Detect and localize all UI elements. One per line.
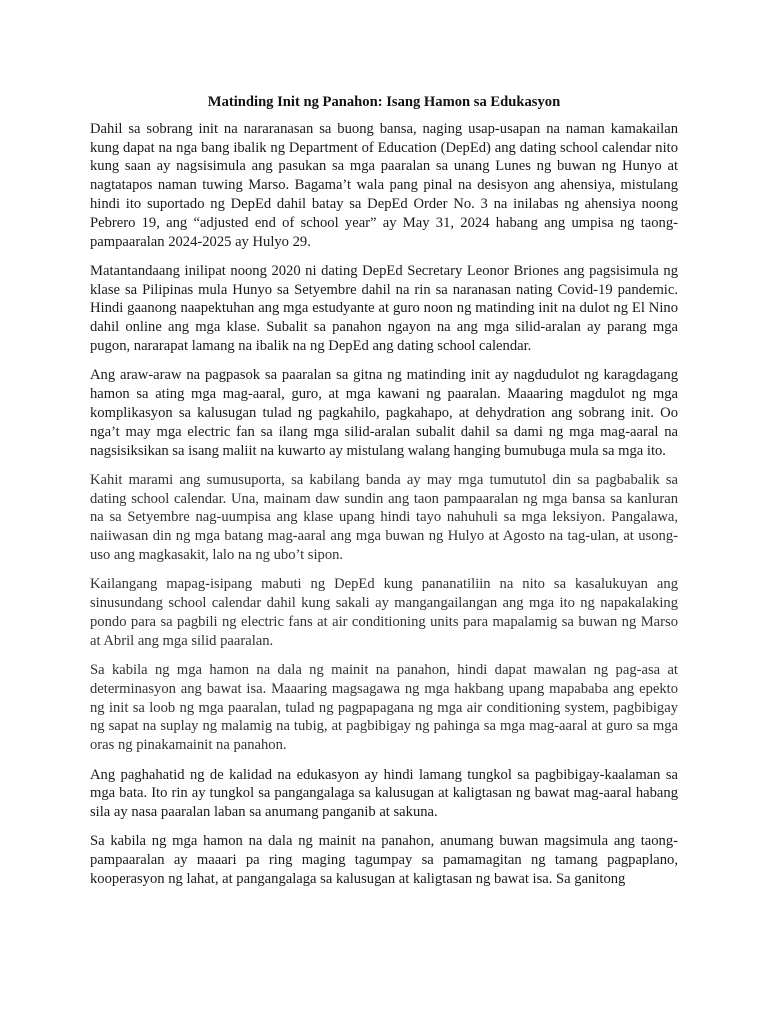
document-title: Matinding Init ng Panahon: Isang Hamon sa Edukasyon [207, 94, 561, 110]
document-body [90, 93, 678, 899]
paragraph-6: Sa kabila ng mga hamon na dala ng mainit na panahon, hindi dapat mawalan ng pag-asa at determinasyon ang bawat isa. Maaaring magsagawa ng mga hakbang upang mapababa ang epekto ng init sa loob ng mga paaralan, tulad ng pagpapagana ng mga air conditioning system, pagbibigay ng sapat na suplay ng malamig na tubig, at pagbibigay ng pahinga sa mga mag-aaral at guro sa mga oras ng pinakamainit na panahon. [90, 662, 678, 754]
paragraph-3: Ang araw-araw na pagpasok sa paaralan sa gitna ng matinding init ay nagdudulot ng karagdagang hamon sa ating mga mag-aaral, guro, at mga kawani ng paaralan. Maaaring magdulot ng mga komplikasyon sa kalusugan tulad ng pagkahilo, pagkahapo, at dehydration ang sobrang init. Oo nga’t may mga electric fan sa ilang mga silid-aralan subalit dahil sa dami ng mga mag-aaral na nagsisiksikan sa isang maliit na kuwarto ay mistulang walang hanging bumubuga mula sa mga ito. [90, 367, 678, 459]
paragraph-5: Kailangang mapag-isipang mabuti ng DepEd kung pananatiliin na nito sa kasalukuyan ang sinusundang school calendar dahil kung sakali ay mangangailangan ang mga ito ng napakalaking pondo para sa pagbili ng electric fans at air conditioning units para mapalamig sa buwan ng Marso at Abril ang mga silid paaralan. [90, 576, 678, 649]
paragraph-4: Kahit marami ang sumusuporta, sa kabilang banda ay may mga tumututol din sa pagbabalik sa dating school calendar. Una, mainam daw sundin ang taon pampaaralan ng mga bansa sa kanluran na sa Setyembre nag-uumpisa ang klase upang hindi tayo nahuhuli sa mga leksiyon. Pangalawa, naiiwasan din ng mga batang mag-aaral ang mga buwan ng Hulyo at Agosto na tag-ulan, at usong-uso ang magkasakit, lalo na ng ubo’t sipon. [90, 471, 678, 564]
paragraph-2: Matantandaang inilipat noong 2020 ni dating DepEd Secretary Leonor Briones ang pagsisimula ng klase sa Pilipinas mula Hunyo sa Setyembre dahil na rin sa naranasan nating Covid-19 pandemic. Hindi gaanong naapektuhan ang mga estudyante at guro noon ng matinding init na dulot ng El Nino dahil online ang mga klase. Subalit sa panahon ngayon na ang mga silid-aralan ay parang mga pugon, nararapat lamang na ibalik na ng DepEd ang dating school calendar. [90, 262, 678, 355]
paragraph-1: Dahil sa sobrang init na nararanasan sa buong bansa, naging usap-usapan na naman kamakailan kung dapat na nga bang ibalik ng Department of Education (DepEd) ang dating school calendar nito kung saan ay nagsisimula ang pasukan sa mga paaralan sa unang Lunes ng buwan ng Hunyo at nagtatapos naman tuwing Marso. Bagama’t wala pang pinal na desisyon ang ahensiya, mistulang hindi ito suportado ng DepEd dahil batay sa DepEd Order No. 3 na inilabas ng ahensiya noong Pebrero 19, ang “adjusted end of school year” ay May 31, 2024 habang ang umpisa ng taong-pampaaralan 2024-2025 ay Hulyo 29. [90, 120, 678, 250]
paragraph-8: Sa kabila ng mga hamon na dala ng mainit na panahon, anumang buwan magsimula ang taong-pampaaralan ay maaari pa ring maging tagumpay sa pamamagitan ng tamang pagpaplano, kooperasyon ng lahat, at pangangalaga sa kalusugan at kaligtasan ng bawat isa. Sa ganitong [90, 833, 678, 887]
paragraph-7: Ang paghahatid ng de kalidad na edukasyon ay hindi lamang tungkol sa pagbibigay-kaalaman sa mga bata. Ito rin ay tungkol sa pangangalaga sa kalusugan at kaligtasan ng bawat mag-aaral habang sila ay nasa paaralan laban sa anumang panganib at sakuna. [90, 766, 678, 821]
